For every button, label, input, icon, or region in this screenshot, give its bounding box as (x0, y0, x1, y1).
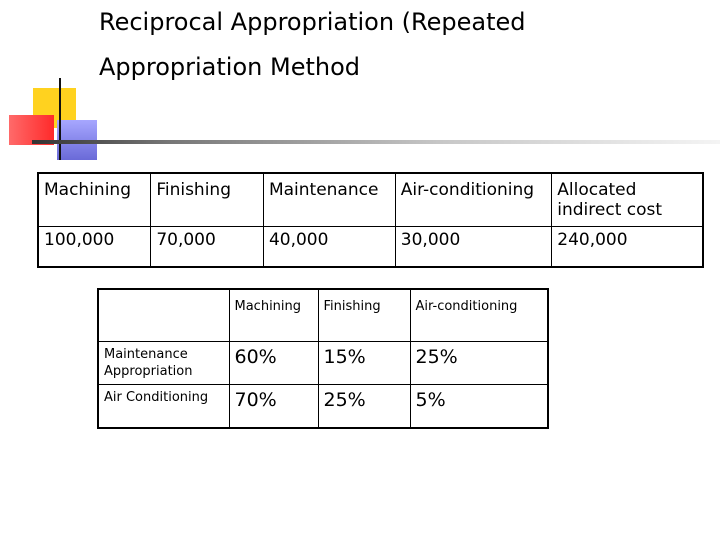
cost-value-maintenance: 40,000 (263, 227, 395, 268)
decor-horizontal-rule (32, 140, 720, 144)
ratio-cell: 5% (410, 385, 548, 429)
ratio-cell: 60% (229, 342, 318, 385)
cost-table-header-row (38, 173, 703, 227)
decor-vertical-line (59, 78, 61, 160)
ratio-header-corner (98, 289, 229, 342)
cost-header-machining: Machining (38, 173, 151, 227)
ratio-cell: 25% (410, 342, 548, 385)
cost-header-maintenance: Maintenance (263, 173, 395, 227)
cost-value-allocated-indirect-cost: 240,000 (552, 227, 703, 268)
ratio-table-header-row (98, 289, 548, 342)
ratio-cell: 15% (318, 342, 410, 385)
slide-title-line-1: Reciprocal Appropriation (Repeated (99, 8, 526, 36)
cost-value-finishing: 70,000 (151, 227, 264, 268)
ratio-header-finishing: Finishing (318, 289, 410, 342)
cost-header-allocated-indirect-cost: Allocated indirect cost (552, 173, 703, 227)
ratio-cell: 25% (318, 385, 410, 429)
cost-header-finishing: Finishing (151, 173, 264, 227)
cost-header-air-conditioning: Air-conditioning (395, 173, 551, 227)
ratio-cell: 70% (229, 385, 318, 429)
slide-title-line-2: Appropriation Method (99, 53, 360, 81)
cost-table (37, 172, 704, 268)
cost-value-air-conditioning: 30,000 (395, 227, 551, 268)
ratio-header-air-conditioning: Air-conditioning (410, 289, 548, 342)
ratio-header-machining: Machining (229, 289, 318, 342)
cost-table-value-row (38, 227, 703, 268)
ratio-row-air-conditioning (98, 385, 548, 429)
ratio-row-label: Maintenance Appropriation (98, 342, 229, 385)
allocation-ratio-table (97, 288, 549, 429)
cost-value-machining: 100,000 (38, 227, 151, 268)
ratio-row-label: Air Conditioning (98, 385, 229, 429)
slide-title (99, 0, 659, 90)
ratio-row-maintenance (98, 342, 548, 385)
